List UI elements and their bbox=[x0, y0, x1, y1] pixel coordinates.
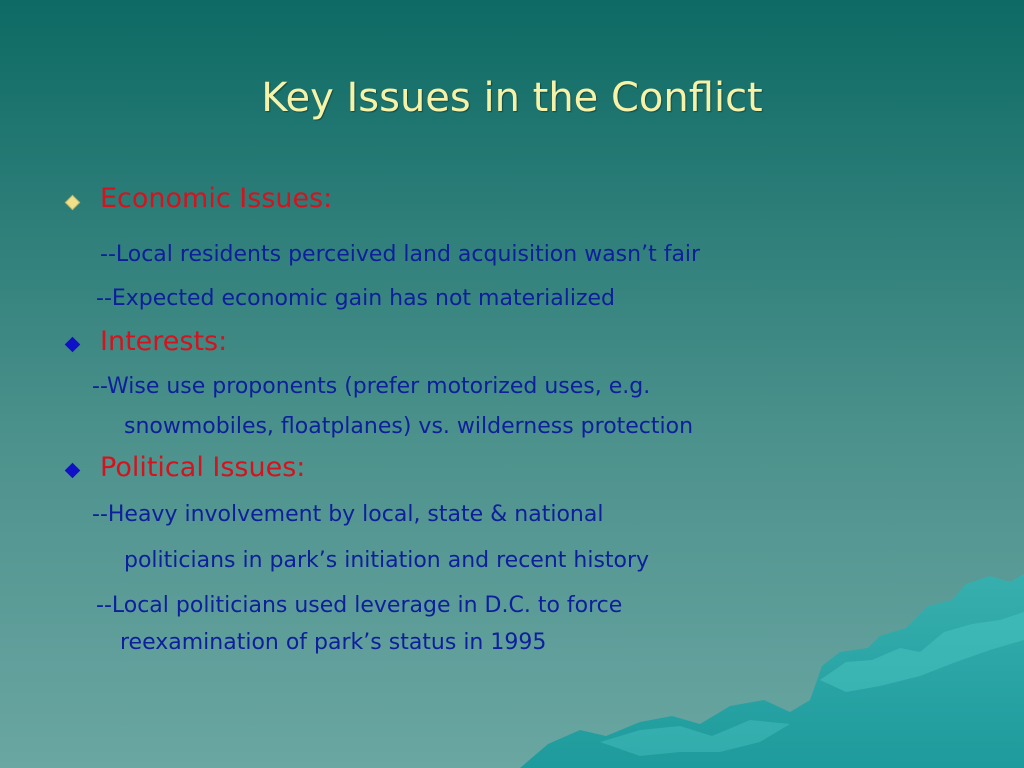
slide-title: Key Issues in the Conflict bbox=[261, 75, 763, 121]
detail-line: reexamination of park’s status in 1995 bbox=[120, 630, 547, 655]
heading-economic-issues: Economic Issues: bbox=[100, 183, 333, 214]
detail-line: --Heavy involvement by local, state & national bbox=[92, 502, 604, 527]
detail-line: --Wise use proponents (prefer motorized uses, e.g. bbox=[92, 374, 651, 399]
detail-line: --Expected economic gain has not materialized bbox=[96, 286, 616, 311]
detail-line: snowmobiles, floatplanes) vs. wilderness protection bbox=[124, 414, 694, 439]
heading-political-issues: Political Issues: bbox=[100, 452, 306, 483]
detail-line: --Local residents perceived land acquisition wasn’t fair bbox=[100, 242, 701, 267]
detail-line: --Local politicians used leverage in D.C. to force bbox=[96, 593, 623, 618]
heading-interests: Interests: bbox=[100, 326, 228, 357]
detail-line: politicians in park’s initiation and recent history bbox=[124, 548, 650, 573]
